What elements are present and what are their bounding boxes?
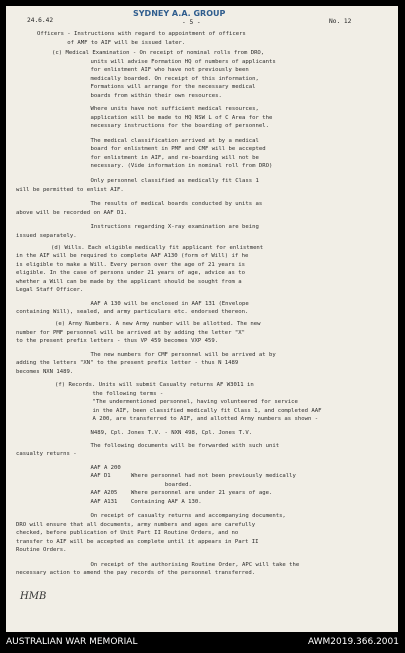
document-line: adding the letters "XN" to the present prefix letter - thus N 1489 [16, 360, 239, 366]
document-line: Where units have not sufficient medical resources, [77, 106, 259, 112]
document-line: Instructions regarding X-ray examination are being [77, 224, 259, 230]
document-line: for enlistment in AIF, and re-boarding will not be [77, 155, 259, 161]
document-line: AAF A 200 [77, 465, 121, 471]
document-line: application will be made to HQ NSW L of C Area for the [77, 115, 273, 121]
document-line: "The undermentioned personnel, having volunteered for service [79, 399, 298, 405]
document-line: becomes NXN 1489. [16, 369, 74, 375]
document-line: is eligible to make a Will. Every person over the age of 21 years is [16, 262, 246, 268]
header-date: 24.6.42 [27, 17, 54, 24]
document-line: necessary. (Vide information in nominal roll from DRO) [77, 163, 273, 169]
document-line: (d) Wills. Each eligible medically fit applicant for enlistment [51, 245, 264, 251]
document-line: (e) Army Numbers. A new Army number will be allotted. The new [55, 321, 261, 327]
document-line: (c) Medical Examination - On receipt of nominal rolls from DRO, [52, 50, 265, 56]
document-line: casualty returns - [16, 451, 77, 457]
document-line: transfer to AIF will be accepted as complete until it appears in Part II [16, 539, 259, 545]
document-line: boards from within their own resources. [77, 93, 222, 99]
archive-footer [0, 632, 405, 653]
document-line: Only personnel classified as medically fit Class 1 [77, 178, 259, 184]
document-line: AAF A205 Where personnel are under 21 years of age. [77, 490, 273, 496]
document-line: AAF D1 Where personnel had not been previously medically [77, 473, 296, 479]
document-line: The new numbers for CMF personnel will be arrived at by [77, 352, 276, 358]
document-line: necessary action to amend the pay records of the personnel transferred. [16, 570, 256, 576]
document-line: On receipt of the authorising Routine Order, APC will take the [77, 562, 300, 568]
document-page [6, 6, 398, 632]
document-line: AAF A 130 will be enclosed in AAF 131 (Envelope [77, 301, 249, 307]
footer-accession-number: AWM2019.366.2001 [307, 637, 399, 647]
document-line: Formations will arrange for the necessary medical [77, 84, 256, 90]
document-line: A 200, are transferred to AIF, and allotted Army numbers as shown - [79, 416, 319, 422]
document-line: On receipt of casualty returns and accompanying documents, [77, 513, 286, 519]
header-order-number: No. 12 [329, 18, 352, 25]
document-line: necessary instructions for the boarding of personnel. [77, 123, 269, 129]
document-line: medically boarded. On receipt of this information, [77, 76, 259, 82]
document-line: above will be recorded on AAF D1. [16, 210, 128, 216]
document-line: The results of medical boards conducted by units as [77, 201, 263, 207]
document-line: board for enlistment in PMF and CMF will be accepted [77, 146, 266, 152]
document-line: in the AIF will be required to complete AAF A130 (form of Will) if he [16, 253, 249, 259]
document-line: N489, Cpl. Jones T.V. - NXN 498, Cpl. Jones T.V. [77, 430, 253, 436]
document-line: (f) Records. Units will submit Casualty returns AF W3011 in [55, 382, 254, 388]
document-line: for enlistment AIF who have not previously been [77, 67, 249, 73]
document-line: of AMF to AIF will be issued later. [37, 40, 186, 46]
document-line: whether a Will can be made by the applicant should be sought from a [16, 279, 242, 285]
document-line: DRO will ensure that all documents, army numbers and ages are carefully [16, 522, 256, 528]
document-line: number for PMF personnel will be arrived at by adding the letter "X" [16, 330, 246, 336]
document-line: Routine Orders. [16, 547, 67, 553]
header-title: SYDNEY A.A. GROUP [133, 9, 226, 18]
document-line: Officers - Instructions with regard to appointment of officers [37, 31, 246, 37]
document-line: units will advise Formation HQ of numbers of applicants [77, 59, 276, 65]
signature-initials: HMB [20, 591, 47, 602]
document-line: Legal Staff Officer. [16, 287, 84, 293]
document-line: will be permitted to enlist AIF. [16, 187, 124, 193]
document-line: the following terms - [79, 391, 164, 397]
document-line: to the present prefix letters - thus VP 459 becomes VXP 459. [16, 338, 219, 344]
footer-institution: AUSTRALIAN WAR MEMORIAL [6, 637, 138, 647]
document-line: checked, before publication of Unit Part II Routine Orders, and no [16, 530, 239, 536]
header-page-number: - 5 - [182, 19, 201, 26]
document-line: eligible. In the case of persons under 21 years of age, advice as to [16, 270, 246, 276]
document-line: The following documents will be forwarded with such unit [77, 443, 280, 449]
document-line: containing Will), sealed, and army particulars etc. endorsed thereon. [16, 309, 249, 315]
document-line: AAF A131 Containing AAF A 130. [77, 499, 202, 505]
document-line: in the AIF, been classified medically fit Class 1, and completed AAF [79, 408, 322, 414]
document-line: issued separately. [16, 233, 77, 239]
document-line: The medical classification arrived at by a medical [77, 138, 259, 144]
document-line: boarded. [111, 482, 192, 488]
